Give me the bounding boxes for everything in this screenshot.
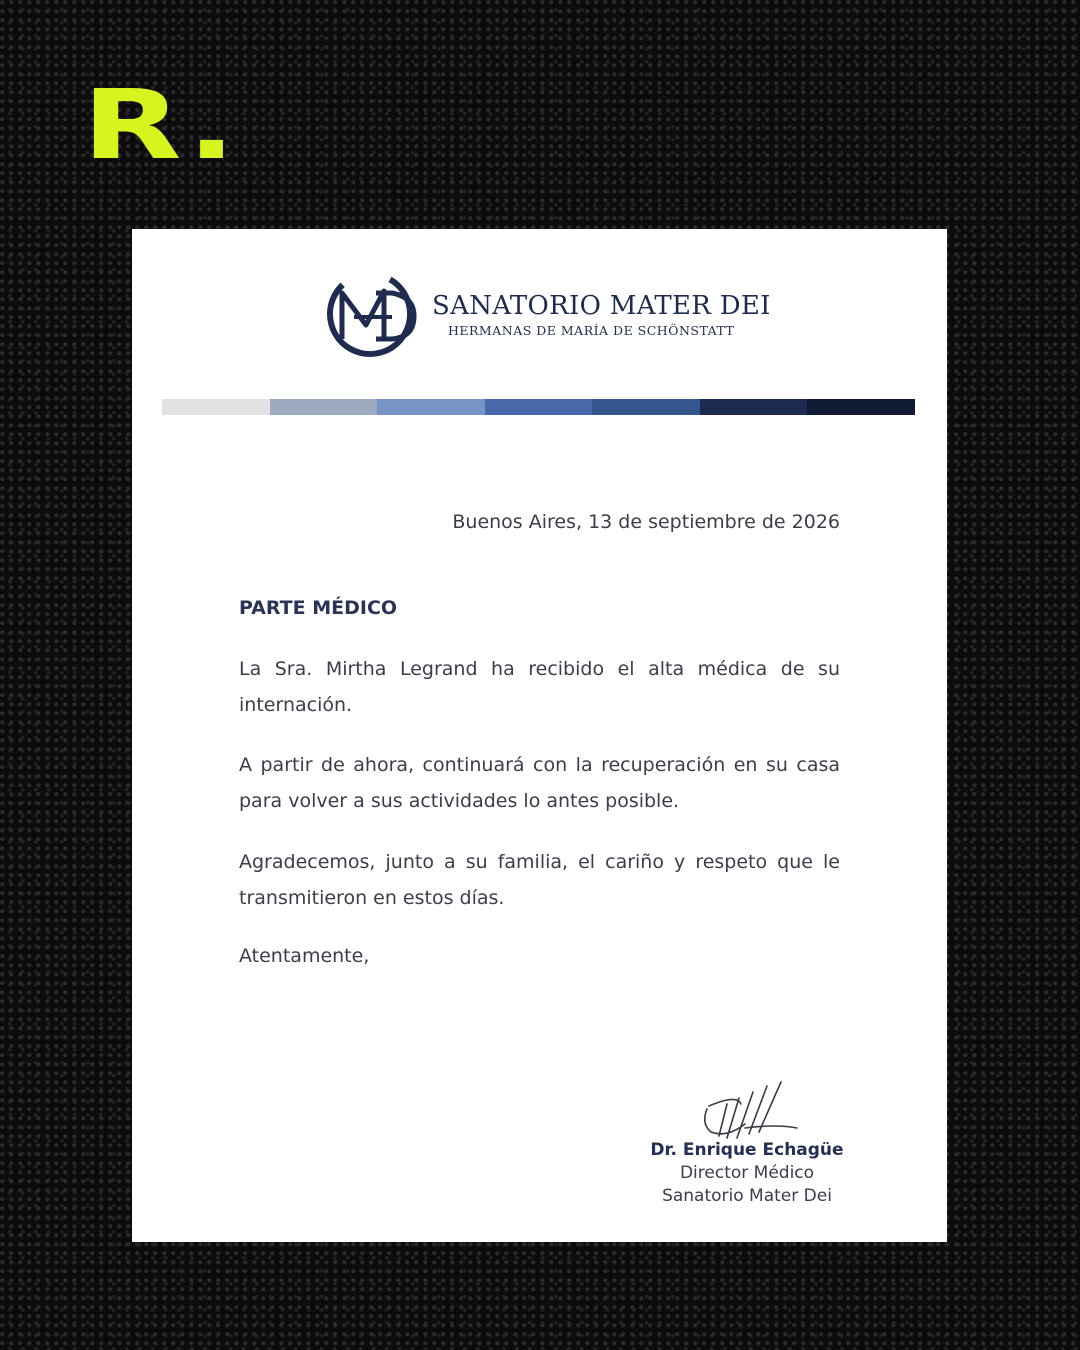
signatory-organization: Sanatorio Mater Dei: [662, 1186, 832, 1206]
signature-block: [602, 1139, 892, 1208]
signatory-name: Dr. Enrique Echagüe: [650, 1140, 844, 1160]
color-stripe-segment: [485, 399, 593, 415]
letter-paragraph: La Sra. Mirtha Legrand ha recibido el alta médica de su internación.: [239, 658, 840, 716]
color-stripe-segment: [700, 399, 808, 415]
letter-paragraph: Agradecemos, junto a su familia, el cariño y respeto que le transmitieron en estos días.: [239, 851, 840, 909]
institution-name: SANATORIO MATER DEI: [432, 291, 771, 321]
color-stripe-segment: [592, 399, 700, 415]
letter-closing: Atentamente,: [239, 945, 370, 967]
handwritten-signature: [697, 1054, 817, 1144]
letter-page: [132, 229, 947, 1242]
institution-subtitle: HERMANAS DE MARÍA DE SCHÖNSTATT: [448, 323, 735, 338]
color-stripe-segment: [377, 399, 485, 415]
letter-title: PARTE MÉDICO: [239, 597, 398, 619]
institution-monogram-logo: [322, 267, 422, 362]
signatory-role: Director Médico: [679, 1163, 815, 1183]
color-stripe-segment: [270, 399, 378, 415]
color-stripe-divider: [162, 399, 915, 415]
letter-date: Buenos Aires, 13 de septiembre de 2026: [452, 511, 840, 533]
letterhead: [322, 267, 782, 362]
color-stripe-segment: [807, 399, 915, 415]
brand-logo: R.: [82, 69, 239, 181]
letter-paragraph: A partir de ahora, continuará con la recuperación en su casa para volver a sus actividades lo antes posible.: [239, 754, 840, 812]
color-stripe-segment: [162, 399, 270, 415]
